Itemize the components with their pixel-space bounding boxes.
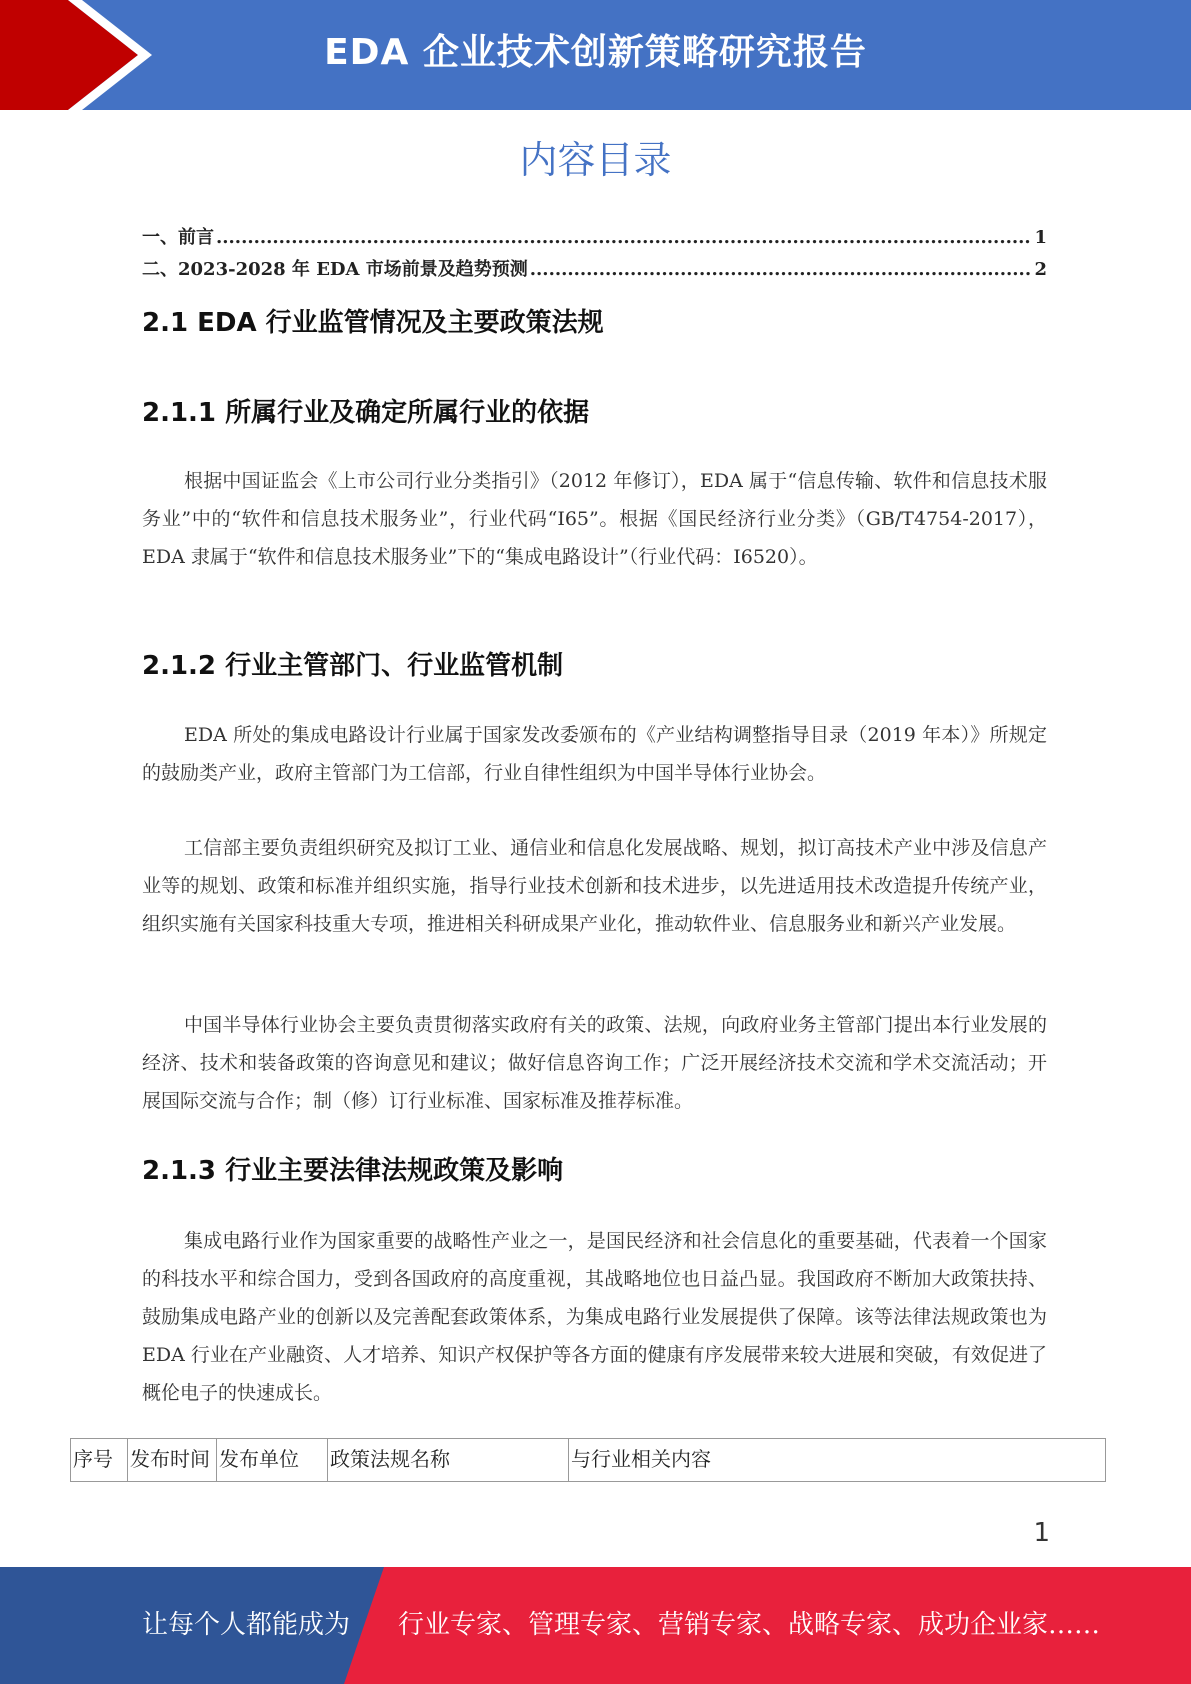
footer-banner (0, 1567, 1191, 1684)
column-header-issuer: 发布单位 (217, 1439, 328, 1482)
section-heading-2-1-3: 2.1.3 行业主要法律法规政策及影响 (142, 1156, 564, 1186)
paragraph-miit-responsibilities: 工信部主要负责组织研究及拟订工业、通信业和信息化发展战略、规划，拟订高技术产业中涉及信息产业等的规划、政策和标准并组织实施，指导行业技术创新和技术进步，以先进适用技术改造提升传统产业，组织实施有关国家科技重大专项，推进相关科研成果产业化，推动软件业、信息服务业和新兴产业发展。 (142, 837, 1047, 935)
section-heading-2-1-1: 2.1.1 所属行业及确定所属行业的依据 (142, 398, 590, 428)
paragraph-industry-classification: 根据中国证监会《上市公司行业分类指引》（2012 年修订），EDA 属于“信息传输、软件和信息技术服务业”中的“软件和信息技术服务业”，行业代码“I65”。根据《国民经济行业分类》（GB/T4754-2017），EDA 隶属于“软件和信息技术服务业”下的“集成电路设计”（行业代码：I6520）。 (142, 470, 1047, 568)
table-header-row (71, 1439, 1106, 1482)
column-header-date: 发布时间 (128, 1439, 217, 1482)
paragraph-csia-responsibilities: 中国半导体行业协会主要负责贯彻落实政府有关的政策、法规，向政府业务主管部门提出本行业发展的经济、技术和装备政策的咨询意见和建议；做好信息咨询工作；广泛开展经济技术交流和学术交流活动；开展国际交流与合作；制（修）订行业标准、国家标准及推荐标准。 (142, 1014, 1047, 1112)
section-heading-2-1: 2.1 EDA 行业监管情况及主要政策法规 (142, 308, 604, 338)
page-number: 1 (1033, 1518, 1050, 1548)
column-header-policy-name: 政策法规名称 (328, 1439, 569, 1482)
paragraph-policy-impact: 集成电路行业作为国家重要的战略性产业之一，是国民经济和社会信息化的重要基础，代表着一个国家的科技水平和综合国力，受到各国政府的高度重视，其战略地位也日益凸显。我国政府不断加大政策扶持、鼓励集成电路产业的创新以及完善配套政策体系，为集成电路行业发展提供了保障。该等法律法规政策也为 EDA 行业在产业融资、人才培养、知识产权保护等各方面的健康有序发展带来较大进展和突破，有效促进了概伦电子的快速成长。 (142, 1230, 1047, 1404)
column-header-related-content: 与行业相关内容 (569, 1439, 1106, 1482)
paragraph-regulatory-authority: EDA 所处的集成电路设计行业属于国家发改委颁布的《产业结构调整指导目录（2019 年本）》所规定的鼓励类产业，政府主管部门为工信部，行业自律性组织为中国半导体行业协会。 (142, 724, 1047, 784)
toc-entry-label: 二、2023-2028 年 EDA 市场前景及趋势预测 (142, 259, 528, 280)
table-of-contents (142, 222, 1047, 286)
toc-entry-label: 一、前言 (142, 227, 214, 248)
toc-title: 内容目录 (519, 138, 672, 182)
footer-slogan-right: 行业专家、管理专家、营销专家、战略专家、成功企业家…… (398, 1610, 1101, 1640)
footer-slogan-left: 让每个人都能成为 (142, 1610, 351, 1640)
section-heading-2-1-2: 2.1.2 行业主管部门、行业监管机制 (142, 651, 564, 681)
toc-entry-page: 1 (1034, 227, 1047, 248)
toc-entry-page: 2 (1034, 259, 1047, 280)
toc-entry-preface[interactable] (142, 222, 1047, 254)
toc-leader-dots (530, 254, 1033, 286)
report-title: EDA 企业技术创新策略研究报告 (324, 32, 867, 73)
toc-entry-market-forecast[interactable] (142, 254, 1047, 286)
toc-leader-dots (216, 222, 1032, 254)
column-header-index: 序号 (71, 1439, 128, 1482)
policy-table (70, 1438, 1106, 1482)
header-banner (0, 0, 1191, 110)
